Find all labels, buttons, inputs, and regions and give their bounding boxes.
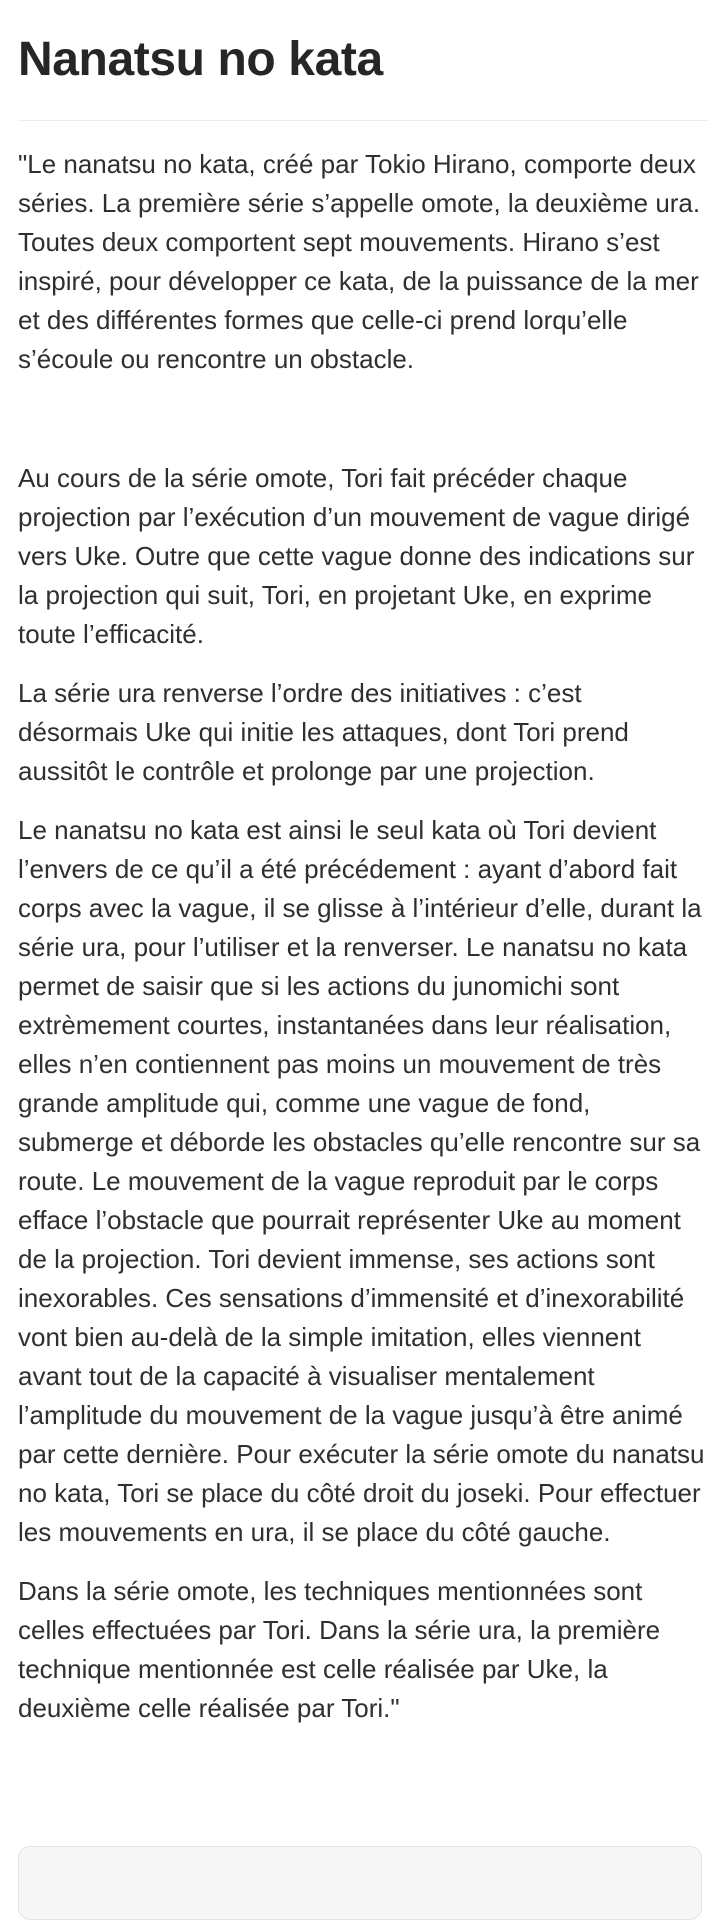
next-section-box — [18, 1846, 702, 1920]
page-title: Nanatsu no kata — [18, 33, 383, 86]
article-content — [18, 145, 708, 1728]
omote-paragraph: Au cours de la série omote, Tori fait précéder chaque projection par l’exécution d’un mouvement de vague dirigé vers Uke. Outre que cette vague donne des indications sur la projection qui suit, Tori, en projetant Uke, en exprime toute l’efficacité. — [18, 463, 695, 649]
techniques-paragraph: Dans la série omote, les techniques mentionnées sont celles effectuées par Tori. Dans la série ura, la première technique mentionnée est celle réalisée par Uke, la deuxième celle réalisée par Tori." — [18, 1576, 661, 1723]
title-divider — [18, 120, 708, 121]
nanatsu-description-paragraph: Le nanatsu no kata est ainsi le seul kata où Tori devient l’envers de ce qu’il a été précédement : ayant d’abord fait corps avec la vague, il se glisse à l’intérieur d’elle, durant la série ura, pour l’utiliser et la renverser. Le nanatsu no kata permet de saisir que si les actions du junomichi sont extrèmement courtes, instantanées dans leur réalisation, elles n’en contiennent pas moins un mouvement de très grande amplitude qui, comme une vague de fond, submerge et déborde les obstacles qu’elle rencontre sur sa route. Le mouvement de la vague reproduit par le corps efface l’obstacle que pourrait représenter Uke au moment de la projection. Tori devient immense, ses actions sont inexorables. Ces sensations d’immensité et d’inexorabilité vont bien au-delà de la simple imitation, elles viennent avant tout de la capacité à visualiser mentalement l’amplitude du mouvement de la vague jusqu’à être animé par cette dernière. Pour exécuter la série omote du nanatsu no kata, Tori se place du côté droit du joseki. Pour effectuer les mouvements en ura, il se place du côté gauche. — [18, 815, 705, 1547]
ura-paragraph: La série ura renverse l’ordre des initiatives : c’est désormais Uke qui initie les attaques, dont Tori prend aussitôt le contrôle et prolonge par une projection. — [18, 678, 629, 786]
intro-paragraph: "Le nanatsu no kata, créé par Tokio Hirano, comporte deux séries. La première série s’appelle omote, la deuxième ura. Toutes deux comportent sept mouvements. Hirano s’est inspiré, pour développer ce kata, de la puissance de la mer et des différentes formes que celle-ci prend lorqu’elle s’écoule ou rencontre un obstacle. — [18, 149, 701, 374]
